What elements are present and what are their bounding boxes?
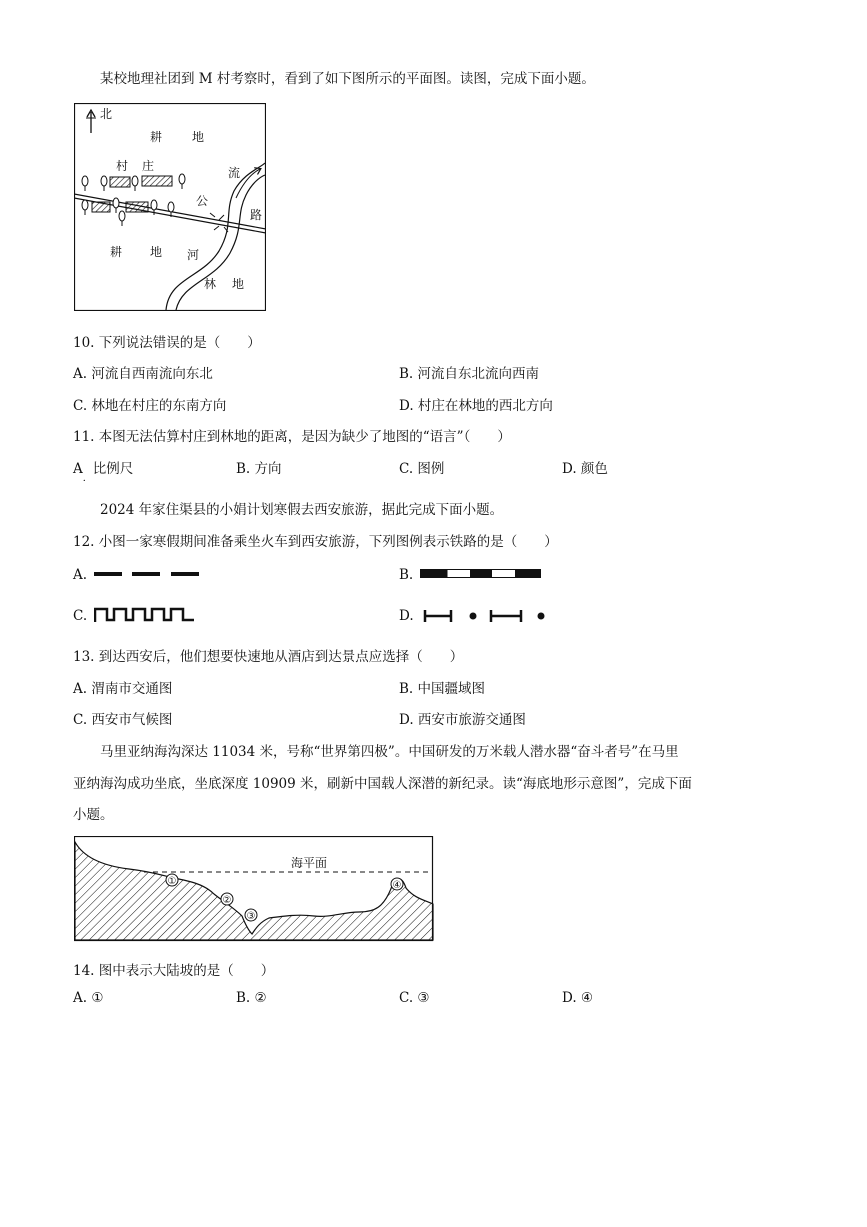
question-13-option-c[interactable]: C. 西安市气候图 bbox=[73, 712, 173, 728]
question-10-option-d[interactable]: D. 村庄在林地的西北方向 bbox=[399, 398, 553, 414]
farmland-top-label-2: 地 bbox=[192, 130, 205, 144]
question-11-option-a-letter: A bbox=[73, 461, 83, 477]
intro-text-3-line-3: 小题。 bbox=[73, 807, 114, 823]
village-house bbox=[126, 202, 148, 212]
forest-label-2: 地 bbox=[232, 277, 245, 291]
svg-text:③: ③ bbox=[246, 911, 256, 922]
farmland-bottom-label-1: 耕 bbox=[110, 245, 123, 259]
farmland-bottom-label-2: 地 bbox=[150, 245, 163, 259]
legend-dashed-line-icon bbox=[94, 570, 202, 580]
question-11-option-a-text: 比例尺 bbox=[92, 461, 134, 477]
marker-3 bbox=[245, 909, 257, 922]
legend-square-wave-icon bbox=[94, 606, 198, 624]
intro-text-1: 某校地理社团到 M 村考察时，看到了如下图所示的平面图。读图，完成下面小题。 bbox=[100, 71, 595, 87]
farmland-top-label-1: 耕 bbox=[150, 130, 163, 144]
question-12-option-a[interactable]: A. bbox=[73, 567, 88, 583]
question-11-option-a[interactable] bbox=[73, 457, 134, 484]
intro-text-2: 2024 年家住渠县的小娟计划寒假去西安旅游，据此完成下面小题。 bbox=[100, 502, 504, 518]
question-12-stem: 12. 小图一家寒假期间准备乘坐火车到西安旅游，下列图例表示铁路的是（ ） bbox=[73, 534, 558, 550]
question-11-option-c[interactable]: C. 图例 bbox=[399, 461, 445, 477]
marker-4 bbox=[391, 878, 403, 891]
legend-boundary-line-icon bbox=[423, 608, 547, 624]
river-label-2: 河 bbox=[187, 248, 200, 262]
question-14-option-d[interactable]: D. ④ bbox=[562, 990, 594, 1006]
forest-label-1: 林 bbox=[204, 277, 217, 291]
legend-railway-icon bbox=[420, 568, 542, 580]
question-10-option-b[interactable]: B. 河流自东北流向西南 bbox=[399, 366, 540, 382]
sea-level-label: 海平面 bbox=[291, 856, 328, 870]
question-11-option-a-dot: ． bbox=[82, 473, 93, 484]
intro-text-3-line-2: 亚纳海沟成功坐底，坐底深度 10909 米，刷新中国载人深潜的新纪录。读“海底地形示意图”，完成下面 bbox=[73, 776, 692, 792]
question-12-option-d[interactable]: D. bbox=[399, 608, 414, 624]
marker-2 bbox=[221, 893, 233, 906]
village-house bbox=[142, 176, 172, 186]
seafloor-terrain-diagram bbox=[74, 836, 434, 942]
question-11-stem: 11. 本图无法估算村庄到林地的距离，是因为缺少了地图的“语言”（ ） bbox=[73, 429, 511, 445]
svg-text:②: ② bbox=[222, 895, 232, 906]
question-10-stem: 10. 下列说法错误的是（ ） bbox=[73, 335, 261, 351]
question-11-option-d[interactable]: D. 颜色 bbox=[562, 461, 608, 477]
question-14-stem: 14. 图中表示大陆坡的是（ ） bbox=[73, 963, 275, 979]
question-14-option-c[interactable]: C. ③ bbox=[399, 990, 430, 1006]
river-label-1: 流 bbox=[228, 166, 241, 180]
question-13-stem: 13. 到达西安后，他们想要快速地从酒店到达景点应选择（ ） bbox=[73, 649, 464, 665]
question-14-option-a[interactable]: A. ① bbox=[73, 990, 104, 1006]
question-13-option-b[interactable]: B. 中国疆域图 bbox=[399, 681, 486, 697]
north-label: 北 bbox=[100, 107, 113, 121]
intro-text-3-line-1: 马里亚纳海沟深达 11034 米，号称“世界第四极”。中国研发的万米载人潜水器“奋斗者号”在马里 bbox=[100, 744, 679, 760]
question-13-option-d[interactable]: D. 西安市旅游交通图 bbox=[399, 712, 526, 728]
svg-text:④: ④ bbox=[392, 880, 402, 891]
village-label-2: 庄 bbox=[142, 159, 155, 173]
village-label-1: 村 bbox=[116, 159, 129, 173]
question-14-option-b[interactable]: B. ② bbox=[236, 990, 267, 1006]
question-10-option-a[interactable]: A. 河流自西南流向东北 bbox=[73, 366, 213, 382]
road-label-1: 公 bbox=[196, 194, 209, 208]
question-13-option-a[interactable]: A. 渭南市交通图 bbox=[73, 681, 173, 697]
question-11-option-b[interactable]: B. 方向 bbox=[236, 461, 282, 477]
village-house bbox=[92, 202, 110, 212]
question-10-option-c[interactable]: C. 林地在村庄的东南方向 bbox=[73, 398, 227, 414]
question-12-option-c[interactable]: C. bbox=[73, 608, 88, 624]
svg-text:①: ① bbox=[167, 876, 177, 887]
road-label-2: 路 bbox=[250, 208, 263, 222]
village-plan-map bbox=[74, 103, 266, 311]
question-12-option-b[interactable]: B. bbox=[399, 567, 414, 583]
village-house bbox=[110, 177, 130, 187]
marker-1 bbox=[166, 874, 178, 887]
